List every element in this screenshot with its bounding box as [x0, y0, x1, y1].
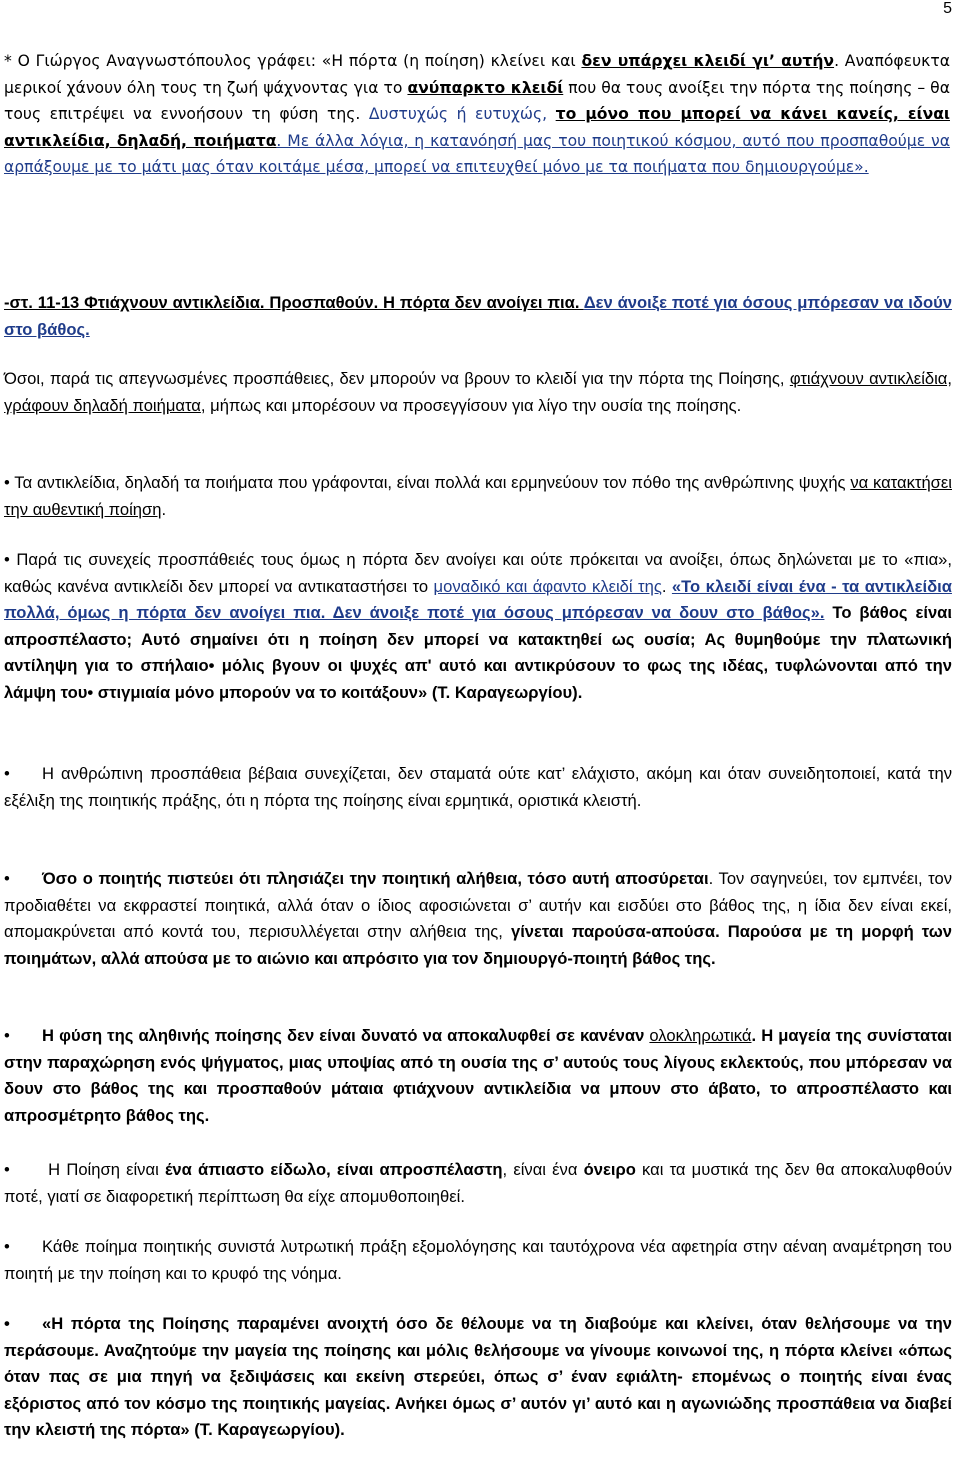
bold-text: ένα άπιαστο είδωλο, είναι απροσπέλαστη — [164, 1160, 503, 1179]
text: Η Ποίηση είναι — [42, 1160, 165, 1179]
bold-text: όνειρο — [583, 1160, 636, 1179]
underlined-bold-text: ανύπαρκτο κλειδί — [407, 78, 564, 97]
underlined-text: φτιάχνουν αντικλείδια, γράφουν δηλαδή ποιήματα — [4, 369, 953, 415]
verse-heading — [4, 290, 952, 343]
text: • Παρά τις συνεχείς προσπάθειές τους όμως η πόρτα δεν ανοίγει και ούτε πρόκειται να ανοίξει, όπως δηλώνεται με το «πια», καθώς κανένα αντικλείδι δεν μπορεί να αντικαταστήσει το — [4, 550, 952, 596]
text: . — [161, 499, 167, 519]
quote-bold-blue: «Το κλειδί είναι ένα - τα αντικλείδια πολλά, όμως η πόρτα δεν ανοίγει πια. Δεν άνοιξε ποτέ για όσους μπόρεσαν να δουν στο βάθος». — [4, 576, 952, 622]
bullet-paragraph-8 — [4, 1311, 952, 1444]
text: και τα μυστικά της δεν θα αποκαλυφθούν ποτέ, γιατί σε διαφορετική περίπτωση θα είχε απομυθοποιηθεί. — [4, 1160, 952, 1206]
page-number: 5 — [943, 0, 952, 17]
bullet-paragraph-4 — [4, 866, 952, 972]
bold-text: . Η μαγεία της συνίσταται στην παραχώρηση ενός ψήγματος, μιας υποψίας από τη ουσία της σ’ αυτούς τους λίγους εκλεκτούς, που μπόρεσαν να δουν στο βάθος της και προσπαθούν μάταια φτιάχνουν αντικλείδια να μπουν στο άβατο, το απροσπέλαστο και απροσμέτρητο βάθος της. — [4, 1026, 952, 1125]
paragraph-quote-anagnostopoulos — [4, 48, 950, 181]
bullet-icon: • — [4, 764, 10, 783]
text: . — [661, 576, 672, 596]
text: Η ανθρώπινη προσπάθεια βέβαια συνεχίζεται, δεν σταματά ούτε κατ’ ελάχιστο, ακόμη και όταν συνειδητοποιεί, κατά την εξέλιξη της ποιητικής πράξης, ότι η πόρτα της ποίησης είναι ερμητικά, οριστικά κλειστή. — [4, 764, 952, 810]
paragraph-intro — [4, 366, 952, 419]
bullet-paragraph-3 — [4, 761, 952, 814]
bullet-paragraph-6 — [4, 1157, 952, 1210]
bold-text: «Η πόρτα της Ποίησης παραμένει ανοιχτή όσο δε θέλουμε να τη διαβούμε και κλείνει, όταν θελήσουμε να την περάσουμε. Αναζητούμε την μαγεία της ποίησης και μόλις θελήσουμε να γίνουμε κοινωνοί της, η πόρτα κλείνει «όπως όταν πας σε μια πηγή να ξεδιψάσεις και εκείνη στερεύει, όπως σ’ έναν εφιάλτη- επομένως ο ποιητής είναι ένας εξόριστος από τον κόσμο της ποιητικής μαγείας. Ανήκει όμως σ’ αυτόν γι’ αυτό και η αγωνιώδης προσπάθεια να διαβεί την κλειστή της πόρτα» (Τ. Καραγεωργίου). — [4, 1314, 952, 1439]
bullet-icon: • — [4, 1160, 10, 1179]
text: , μήπως και μπορέσουν να προσεγγίσουν για λίγο την ουσία της ποίησης. — [200, 395, 742, 415]
bullet-paragraph-5 — [4, 1023, 952, 1129]
bold-text: Το βάθος είναι απροσπέλαστο; Αυτό σημαίνει ότι η ποίηση δεν μπορεί να κατακτηθεί ως ουσία; Ας θυμηθούμε την πλατωνική αντίληψη για το σπήλαιο• μόλις βγουν οι ψυχές απ' αυτό και αντικρύσουν το φως της ιδέας, τυφλώνονται από την λάμψη του• στιγμιαία μόνο μπορούν να το κοιτάξουν» (Τ. Καραγεωργίου). — [4, 603, 952, 702]
text: που θα τους ανοίξει την πόρτα της ποίησης – θα τους επιτρέψει να εννοήσουν τη φύση της. — [4, 78, 950, 123]
blue-text: Δυστυχώς ή ευτυχώς, — [368, 105, 556, 123]
text: . Αναπόφευκτα μερικοί χάνουν όλη τους τη ζωή ψάχνοντας για το — [4, 52, 950, 97]
text: Κάθε ποίημα ποιητικής συνιστά λυτρωτική πράξη εξομολόγησης και ταυτόχρονα νέα αφετηρία στην αέναη αναμέτρηση του ποιητή με την ποίηση και το κρυφό της νόημα. — [4, 1237, 952, 1283]
underlined-text: ολοκληρωτικά — [649, 1026, 752, 1045]
verse-reference: -στ. 11-13 Φτιάχνουν αντικλείδια. Προσπαθούν. Η πόρτα δεν ανοίγει πια. — [4, 293, 584, 312]
bullet-paragraph-7 — [4, 1234, 952, 1287]
bold-text: Η φύση της αληθινής ποίησης δεν είναι δυνατό να αποκαλυφθεί σε κανέναν — [42, 1026, 650, 1045]
underlined-bold-text: δεν υπάρχει κλειδί γι’ αυτήν — [581, 52, 835, 70]
text: * Ο Γιώργος Αναγνωστόπουλος γράφει: «Η πόρτα (η ποίηση) κλείνει και — [4, 52, 582, 70]
bold-text: γίνεται παρούσα-απούσα. Παρούσα με τη μορφή των ποιημάτων, αλλά απούσα με το αιώνιο και απρόσιτο για τον δημιουργό-ποιητή βάθος της. — [4, 922, 952, 968]
bullet-icon: • — [4, 869, 10, 888]
underlined-text: να κατακτήσει την αυθεντική ποίηση — [4, 473, 952, 519]
bullet-paragraph-1 — [4, 470, 952, 523]
verse-reference-blue: Δεν άνοιξε ποτέ για όσους μπόρεσαν να ιδούν στο βάθος. — [4, 293, 953, 339]
underlined-bold-text: το μόνο που μπορεί να κάνει κανείς, είναι αντικλείδια, δηλαδή, ποιήματα — [4, 105, 950, 150]
text: . Τον σαγηνεύει, τον εμπνέει, τον προδιαθέτει να εκφραστεί ποιητικά, αλλά όταν ο ίδιος αφοσιώνεται σ’ αυτήν και εισδύει στο βάθος της, η ίδια δεν είναι εκεί, απομακρύνεται από κοντά του, περισυλλέγεται στην αλήθεια της, — [4, 869, 953, 941]
bullet-icon: • — [4, 1026, 10, 1045]
text: • Τα αντικλείδια, δηλαδή τα ποιήματα που γράφονται, είναι πολλά και ερμηνεύουν τον πόθο της ανθρώπινης ψυχής — [4, 473, 851, 492]
underlined-blue-text: . Με άλλα λόγια, η κατανόησή μας του ποιητικού κόσμου, αυτό που προσπαθούμε να αρπάξουμε με το μάτι μας όταν κοιτάμε μέσα, μπορεί να επιτευχθεί μόνο με τα ποιήματα που δημιουργούμε». — [4, 131, 951, 176]
bold-text: Όσο ο ποιητής πιστεύει ότι πλησιάζει την ποιητική αλήθεια, τόσο αυτή αποσύρεται — [42, 869, 709, 888]
bullet-paragraph-2 — [4, 547, 952, 706]
text: , είναι ένα — [502, 1160, 584, 1179]
underlined-blue-text: μοναδικό και άφαντο κλειδί της — [433, 576, 662, 596]
bullet-icon: • — [4, 1237, 10, 1256]
text: Όσοι, παρά τις απεγνωσμένες προσπάθειες, δεν μπορούν να βρουν το κλειδί για την πόρτα της Ποίησης, — [4, 369, 790, 388]
bullet-icon: • — [4, 1314, 10, 1333]
